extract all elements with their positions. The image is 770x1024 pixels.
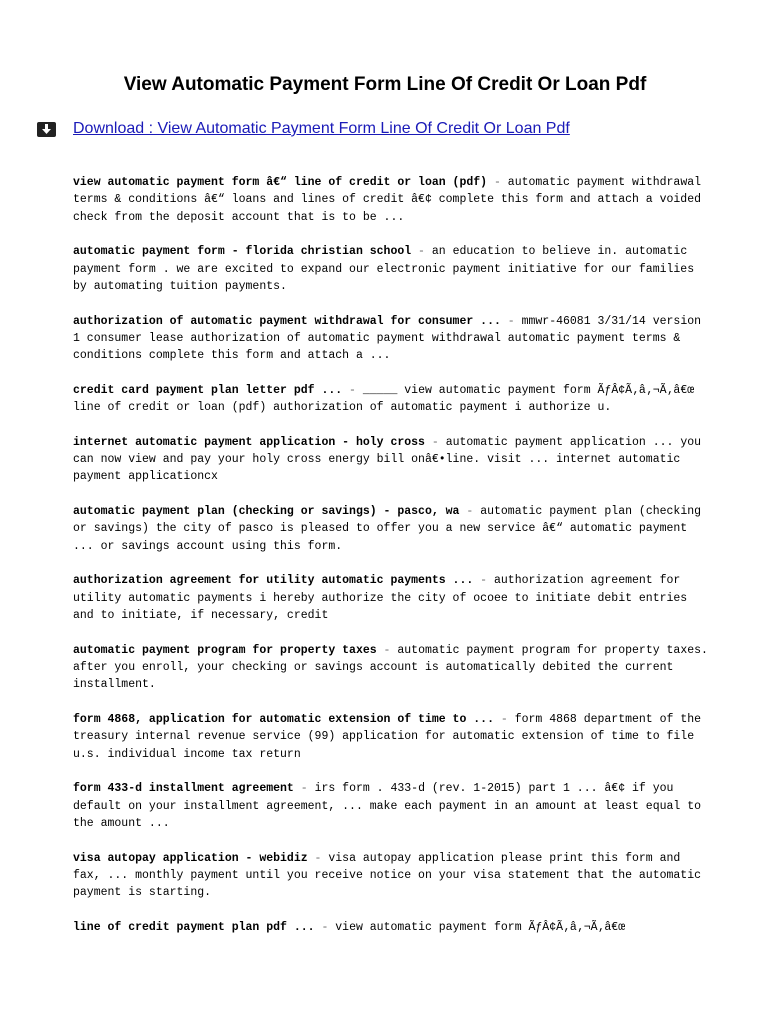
list-item <box>73 780 713 832</box>
entry-body: automatic payment program for property taxes. after you enroll, your checking or savings account is automatically debited the current installment. <box>73 643 708 692</box>
list-item <box>73 711 713 763</box>
download-arrow-icon[interactable] <box>37 122 56 137</box>
list-item <box>73 382 713 417</box>
list-item <box>73 243 713 295</box>
list-item <box>73 850 713 902</box>
entry-separator: - <box>293 782 315 796</box>
entry-title: authorization agreement for utility automatic payments ... <box>73 574 474 588</box>
entry-body: mmwr-46081 3/31/14 version 1 consumer lease authorization of automatic payment withdrawal automatic payment terms & conditions complete this form and attach a ... <box>73 314 702 363</box>
list-item <box>73 503 713 555</box>
entry-body: automatic payment withdrawal terms & conditions â€“ loans and lines of credit â€¢ complete this form and attach a voided check from the deposit account that is to be ... <box>73 176 702 224</box>
entry-body: automatic payment plan (checking or savings) the city of pasco is pleased to offer you a new service â€“ automatic payment ... or savings account using this form. <box>73 505 702 553</box>
entry-separator: - <box>459 505 481 519</box>
list-item <box>73 642 713 694</box>
download-row <box>37 118 570 140</box>
entry-body: form 4868 department of the treasury internal revenue service (99) application for automatic extension of time to file u.s. individual income tax return <box>73 712 702 761</box>
entry-body: irs form . 433-d (rev. 1-2015) part 1 ... â€¢ if you default on your installment agreement, ... make each payment in an amount at least equal to the amount ... <box>73 782 702 830</box>
entry-body: authorization agreement for utility automatic payments i hereby authorize the city of ocoee to initiate debit entries and to initiate, if necessary, credit <box>73 574 688 622</box>
entry-separator: - <box>487 176 508 189</box>
entry-separator: - <box>411 245 432 259</box>
entry-title: internet automatic payment application - holy cross <box>73 435 425 449</box>
entry-body: view automatic payment form ÃƒÂ¢Ã‚â‚¬Ã‚â€œ <box>335 920 626 934</box>
entry-separator: - <box>500 314 522 328</box>
entry-separator: - <box>493 712 515 726</box>
list-item <box>73 434 713 486</box>
entry-title: view automatic payment form â€“ line of credit or loan (pdf) <box>73 176 488 189</box>
list-item <box>73 313 713 365</box>
entry-title: credit card payment plan letter pdf ... <box>73 383 343 397</box>
entry-body: automatic payment application ... you can now view and pay your holy cross energy bill onâ€•line. visit ... internet automatic payment applicationcx <box>73 435 702 484</box>
entry-title: visa autopay application - webidiz <box>73 851 308 865</box>
entry-separator: - <box>342 383 363 397</box>
entry-separator: - <box>473 574 494 588</box>
download-link[interactable]: Download : View Automatic Payment Form Line Of Credit Or Loan Pdf <box>73 120 570 137</box>
entry-title: automatic payment plan (checking or savings) - pasco, wa <box>73 505 460 519</box>
entry-title: line of credit payment plan pdf ... <box>73 920 315 934</box>
list-item <box>73 174 713 226</box>
list-item <box>73 572 713 624</box>
entry-title: form 433-d installment agreement <box>73 782 294 796</box>
entry-title: authorization of automatic payment withdrawal for consumer ... <box>73 314 501 328</box>
entry-title: form 4868, application for automatic extension of time to ... <box>73 712 494 726</box>
entry-title: automatic payment form - florida christian school <box>73 245 412 259</box>
entry-separator: - <box>307 851 329 865</box>
entry-separator: - <box>424 435 446 449</box>
entry-separator: - <box>376 643 398 657</box>
entry-body: _____ view automatic payment form ÃƒÂ¢Ã‚â‚¬Ã‚â€œ line of credit or loan (pdf) authorization of automatic payment i authorize u. <box>73 383 695 415</box>
entry-body: visa autopay application please print this form and fax, ... monthly payment until you receive notice on your visa statement that the automatic payment is starting. <box>73 851 702 900</box>
page-title: View Automatic Payment Form Line Of Credit Or Loan Pdf <box>123 74 647 95</box>
list-item <box>73 919 713 936</box>
entry-title: automatic payment program for property taxes <box>73 643 377 657</box>
entry-separator: - <box>314 920 336 934</box>
result-list <box>73 174 713 953</box>
entry-body: an education to believe in. automatic payment form . we are excited to expand our electronic payment initiative for our families by automating tuition payments. <box>73 245 695 293</box>
